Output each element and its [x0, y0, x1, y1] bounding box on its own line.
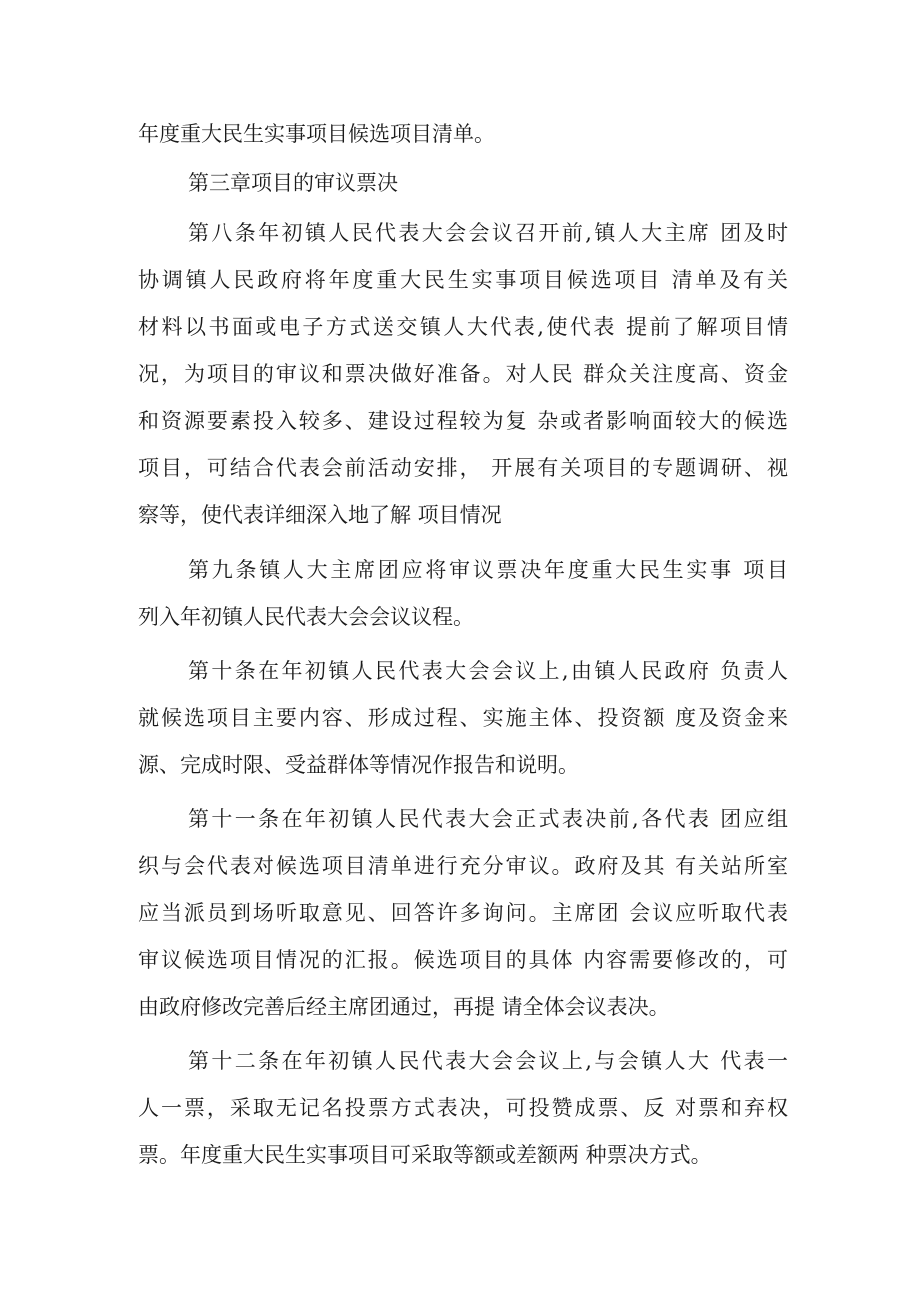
article-11-line: 第十一条在年初镇人民代表大会正式表决前,各代表 团应组	[188, 807, 788, 831]
article-9-line: 列入年初镇人民代表大会会议议程。	[138, 605, 474, 629]
article-10-line: 第十条在年初镇人民代表大会会议上,由镇人民政府 负责人	[188, 659, 788, 683]
article-8-line: 况，为项目的审议和票决做好准备。对人民 群众关注度高、资金	[138, 362, 788, 386]
article-11-line: 由政府修改完善后经主席团通过，再提 请全体会议表决。	[138, 995, 670, 1019]
article-8-line: 察等，使代表详细深入地了解 项目情况	[138, 503, 502, 527]
article-8-line: 和资源要素投入较多、建设过程较为复 杂或者影响面较大的候选	[138, 409, 788, 433]
article-8-line: 项目，可结合代表会前活动安排， 开展有关项目的专题调研、视	[138, 456, 788, 480]
article-12-line: 人一票，采取无记名投票方式表决，可投赞成票、反 对票和弃权	[138, 1096, 788, 1120]
article-11-line: 织与会代表对候选项目清单进行充分审议。政府及其 有关站所室	[138, 854, 788, 878]
article-8-line: 材料以书面或电子方式送交镇人大代表,使代表 提前了解项目情	[138, 315, 788, 339]
article-10-line: 就候选项目主要内容、形成过程、实施主体、投资额 度及资金来	[138, 706, 788, 730]
article-9-line: 第九条镇人大主席团应将审议票决年度重大民生实事 项目	[188, 558, 788, 582]
continuation-line: 年度重大民生实事项目候选项目清单。	[138, 122, 495, 146]
article-12-line: 第十二条在年初镇人民代表大会会议上,与会镇人大 代表一	[188, 1049, 788, 1073]
chapter-heading: 第三章项目的审议票决	[188, 171, 398, 195]
article-12-line: 票。年度重大民生实事项目可采取等额或差额两 种票决方式。	[138, 1143, 712, 1167]
article-10-line: 源、完成时限、受益群体等情况作报告和说明。	[138, 753, 579, 777]
article-8-line: 协调镇人民政府将年度重大民生实事项目候选项目 清单及有关	[138, 268, 788, 292]
article-11-line: 应当派员到场听取意见、回答许多询问。主席团 会议应听取代表	[138, 901, 788, 925]
article-8-line: 第八条年初镇人民代表大会会议召开前,镇人大主席 团及时	[188, 221, 788, 245]
article-11-line: 审议候选项目情况的汇报。候选项目的具体 内容需要修改的，可	[138, 948, 788, 972]
